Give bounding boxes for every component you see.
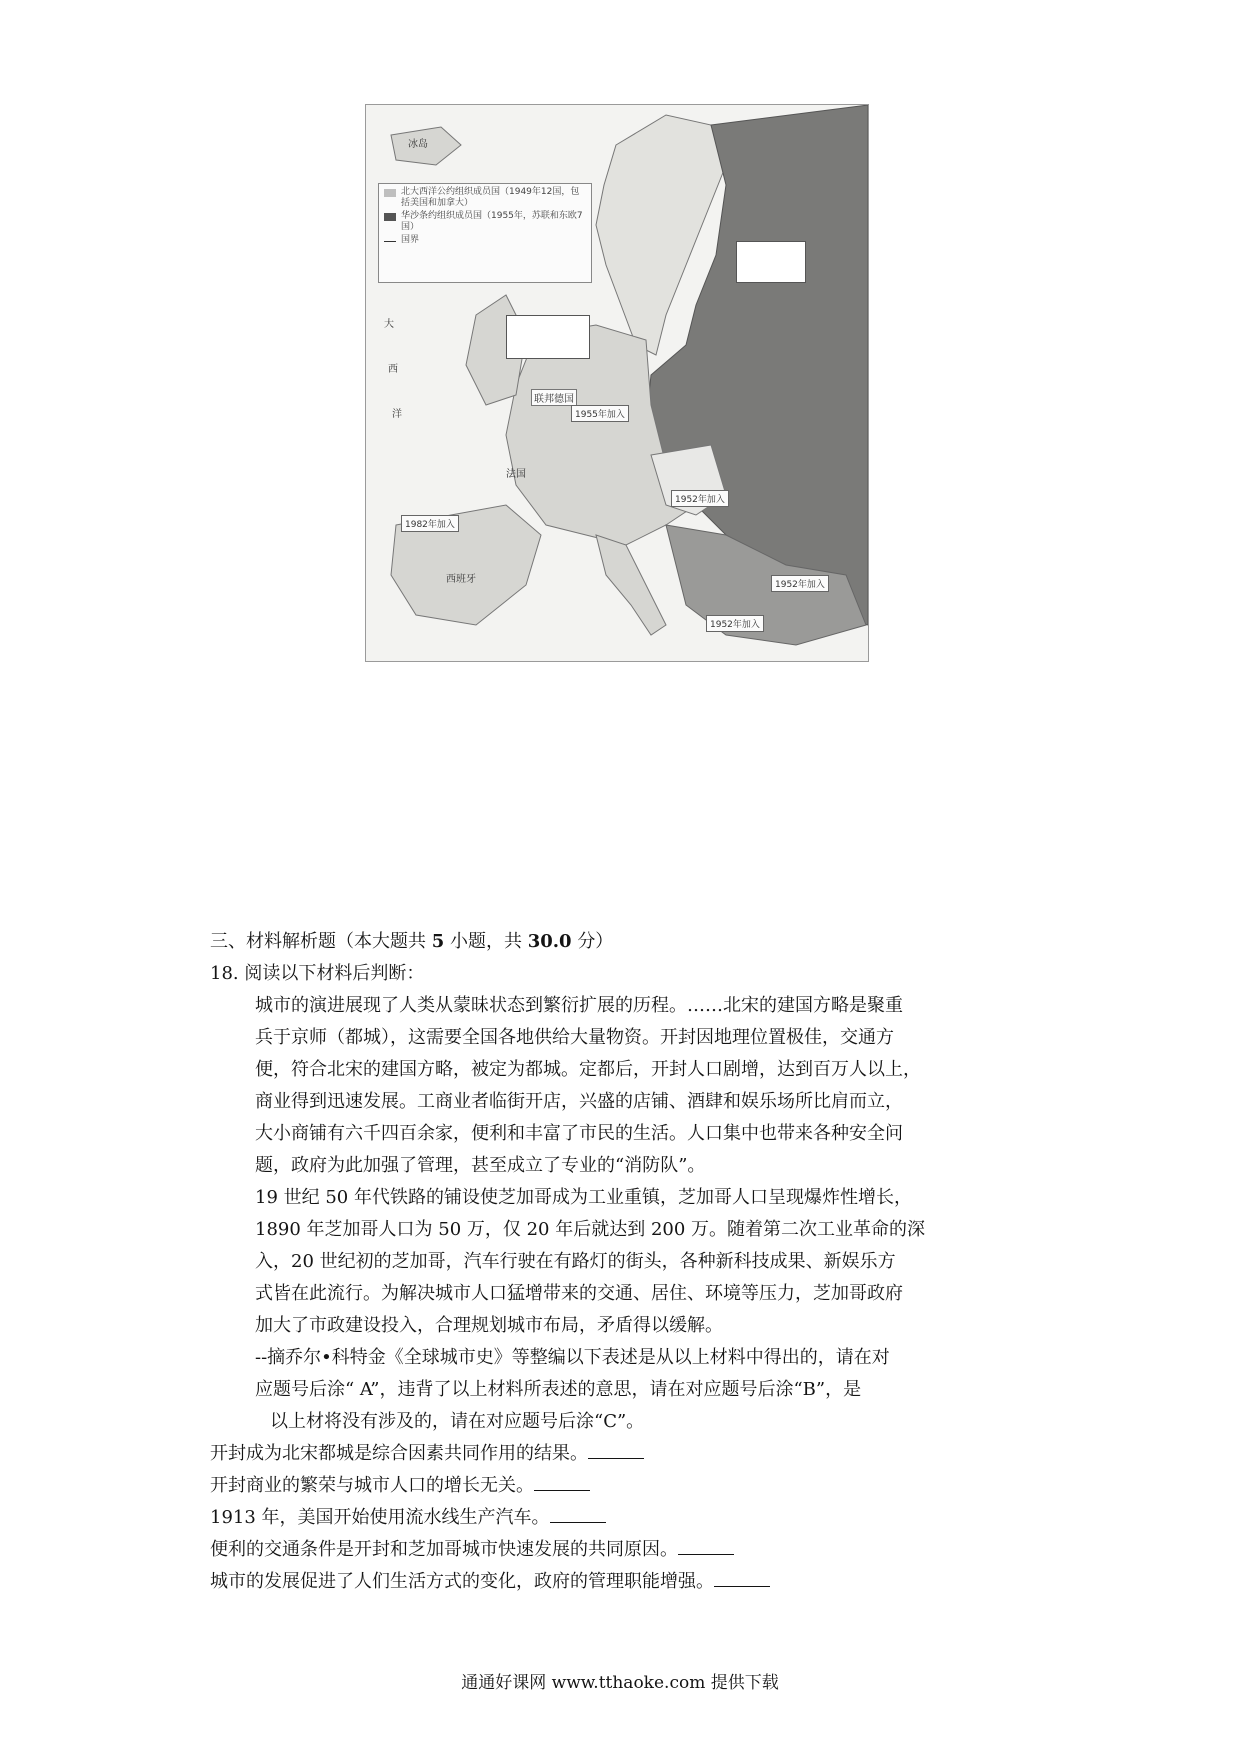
map-label-france: 法国 [506,469,526,480]
statement-text: 开封商业的繁荣与城市人口的增长无关。 [210,1475,534,1496]
statement-3 [210,1502,1040,1534]
page-footer: 通通好课网 www.tthaoke.com 提供下载 [461,1673,779,1693]
map-join-label-1982: 1982年加入 [401,515,459,532]
map-label-west-germany: 联邦德国 [531,389,577,406]
section-heading-suffix: 分） [577,931,614,952]
section-heading-middle: 小题，共 [450,931,522,952]
map-label-iceland: 冰岛 [408,139,428,150]
legend-text-border: 国界 [401,235,420,245]
europe-cold-war-map [365,104,869,662]
section-heading-prefix: 三、材料解析题（本大题共 [210,931,426,952]
material-line: 大小商铺有六千四百余家，便利和丰富了市民的生活。人口集中也带来各种安全问 [255,1123,903,1144]
statement-text: 开封成为北宋都城是综合因素共同作用的结果。 [210,1443,588,1464]
map-label-spain: 西班牙 [446,574,476,585]
legend-row-nato [384,187,586,209]
map-join-label-1955: 1955年加入 [571,405,629,422]
legend-row-border [384,235,586,246]
map-label-atlantic-2: 西 [388,364,398,375]
map-legend [378,183,592,283]
answer-blank[interactable] [678,1534,734,1555]
material-line: 式皆在此流行。为解决城市人口猛增带来的交通、居住、环境等压力，芝加哥政府 [255,1283,903,1304]
statement-1 [210,1438,1040,1470]
section-score: 30.0 [527,931,572,952]
statement-text: 1913 年，美国开始使用流水线生产汽车。 [210,1507,550,1528]
statement-4 [210,1534,1040,1566]
statement-5 [210,1566,1040,1598]
section-heading [210,926,1040,958]
material-line: 商业得到迅速发展。工商业者临街开店，兴盛的店铺、酒肆和娱乐场所比肩而立， [255,1091,903,1112]
answer-blank[interactable] [534,1470,590,1491]
material-line: 城市的演进展现了人类从蒙昧状态到繁衍扩展的历程。……北宋的建国方略是聚重 [255,995,903,1016]
material-line: 应题号后涂“ A”，违背了以上材料所表述的意思，请在对应题号后涂“B”，是 [255,1379,862,1400]
answer-blank[interactable] [714,1566,770,1587]
map-label-atlantic-3: 洋 [392,409,402,420]
legend-row-warsaw [384,211,586,233]
statement-text: 城市的发展促进了人们生活方式的变化，政府的管理职能增强。 [210,1571,714,1592]
map-callout-box-west [506,315,590,359]
material-line: 加大了市政建设投入，合理规划城市布局，矛盾得以缓解。 [255,1315,723,1336]
map-join-label-1952-c: 1952年加入 [706,615,764,632]
material-line: 兵于京师（都城），这需要全国各地供给大量物资。开封因地理位置极佳，交通方 [255,1027,894,1048]
answer-blank[interactable] [588,1438,644,1459]
legend-swatch-border [384,241,396,242]
map-callout-box-east [736,241,806,283]
material-line: 19 世纪 50 年代铁路的铺设使芝加哥成为工业重镇，芝加哥人口呈现爆炸性增长， [255,1187,912,1208]
material-line: --摘乔尔•科特金《全球城市史》等整编以下表述是从以上材料中得出的，请在对 [255,1347,890,1368]
legend-swatch-warsaw [384,213,396,221]
material-line: 题，政府为此加强了管理，甚至成立了专业的“消防队”。 [255,1155,706,1176]
italy-landmass [596,535,666,635]
question-material [210,990,1040,1438]
map-label-atlantic-1: 大 [384,319,394,330]
material-line: 1890 年芝加哥人口为 50 万，仅 20 年后就达到 200 万。随着第二次工业革命的深 [255,1219,926,1240]
question-title: 18. 阅读以下材料后判断： [210,963,425,984]
material-line: 以上材将没有涉及的，请在对应题号后涂“C”。 [270,1411,645,1432]
statement-2 [210,1470,1040,1502]
section-count: 5 [431,931,445,952]
material-line: 便，符合北宋的建国方略，被定为都城。定都后，开封人口剧增，达到百万人以上， [255,1059,921,1080]
answer-blank[interactable] [550,1502,606,1523]
statement-text: 便利的交通条件是开封和芝加哥城市快速发展的共同原因。 [210,1539,678,1560]
legend-text-nato: 北大西洋公约组织成员国（1949年12国，包括美国和加拿大） [401,187,580,208]
legend-swatch-nato [384,189,396,197]
map-join-label-1952-b: 1952年加入 [771,575,829,592]
legend-text-warsaw: 华沙条约组织成员国（1955年，苏联和东欧7国） [401,211,583,232]
material-line: 入，20 世纪初的芝加哥，汽车行驶在有路灯的街头，各种新科技成果、新娱乐方 [255,1251,896,1272]
question-section [210,926,1040,1598]
map-join-label-1952-a: 1952年加入 [671,490,729,507]
